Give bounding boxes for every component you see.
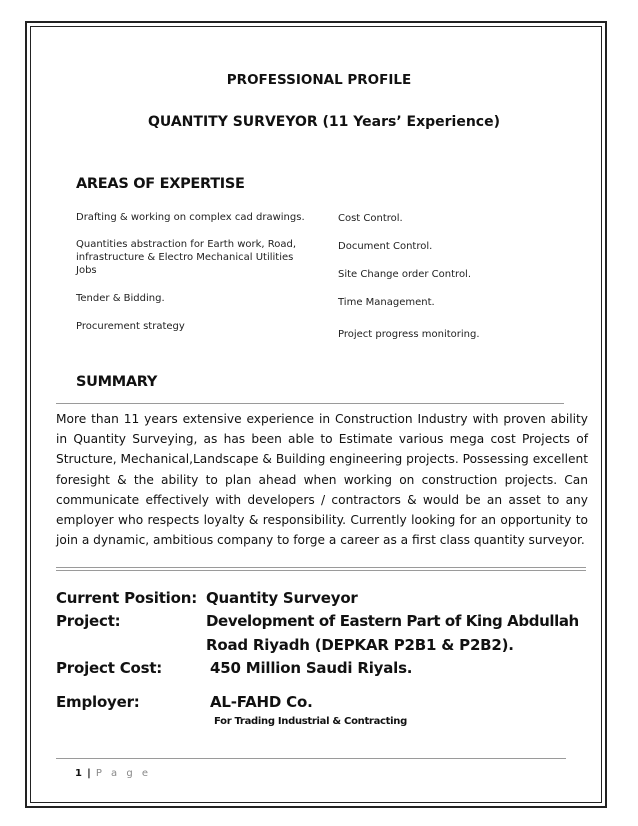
section-divider [56, 567, 586, 571]
page-number: 1 [75, 768, 82, 779]
expertise-item: Cost Control. [338, 213, 403, 224]
expertise-item: Quantities abstraction for Earth work, Road, [76, 239, 297, 250]
employer-label: Employer: [56, 693, 140, 711]
summary-heading: SUMMARY [76, 374, 158, 390]
expertise-item: Jobs [76, 265, 97, 276]
expertise-item: Procurement strategy [76, 321, 185, 332]
project-cost-label: Project Cost: [56, 659, 163, 677]
employer-subtitle: For Trading Industrial & Contracting [214, 716, 407, 727]
page-label: P a g e [95, 768, 152, 779]
document-subtitle: QUANTITY SURVEYOR (11 Years’ Experience) [148, 114, 500, 130]
document-title: PROFESSIONAL PROFILE [226, 72, 412, 88]
expertise-item: Project progress monitoring. [338, 329, 480, 340]
current-position-label: Current Position: [56, 589, 197, 607]
expertise-item: infrastructure & Electro Mechanical Utilities [76, 252, 294, 263]
project-label: Project: [56, 612, 121, 630]
project-value-line2: Road Riyadh (DEPKAR P2B1 & P2B2). [206, 636, 514, 654]
summary-divider [56, 403, 564, 404]
page-separator: | [87, 768, 91, 779]
summary-paragraph [56, 409, 588, 550]
project-cost-value: 450 Million Saudi Riyals. [210, 659, 413, 677]
employer-value: AL-FAHD Co. [210, 693, 313, 711]
expertise-item: Document Control. [338, 241, 433, 252]
expertise-item: Time Management. [338, 297, 435, 308]
project-value-line1: Development of Eastern Part of King Abdullah [206, 612, 579, 630]
current-position-value: Quantity Surveyor [206, 589, 358, 607]
page-footer [75, 761, 151, 780]
summary-text: More than 11 years extensive experience in Construction Industry with proven ability in Quantity Surveying, as has been able to Estimate various mega cost Projects of Structure, Mechanical,Landscape & Building engineering projects. Possessing excellent foresight & the ability to plan ahead when working on construction projects. Can communicate effectively with developers / contractors & would be an asset to any employer who respects loyalty & responsibility. Currently looking for an opportunity to join a dynamic, ambitious company to forge a career as a first class quantity surveyor. [56, 412, 588, 548]
expertise-heading: AREAS OF EXPERTISE [76, 176, 245, 192]
expertise-item: Site Change order Control. [338, 269, 472, 280]
expertise-item: Tender & Bidding. [76, 293, 165, 304]
footer-divider [56, 758, 566, 759]
expertise-item: Drafting & working on complex cad drawings. [76, 212, 305, 223]
